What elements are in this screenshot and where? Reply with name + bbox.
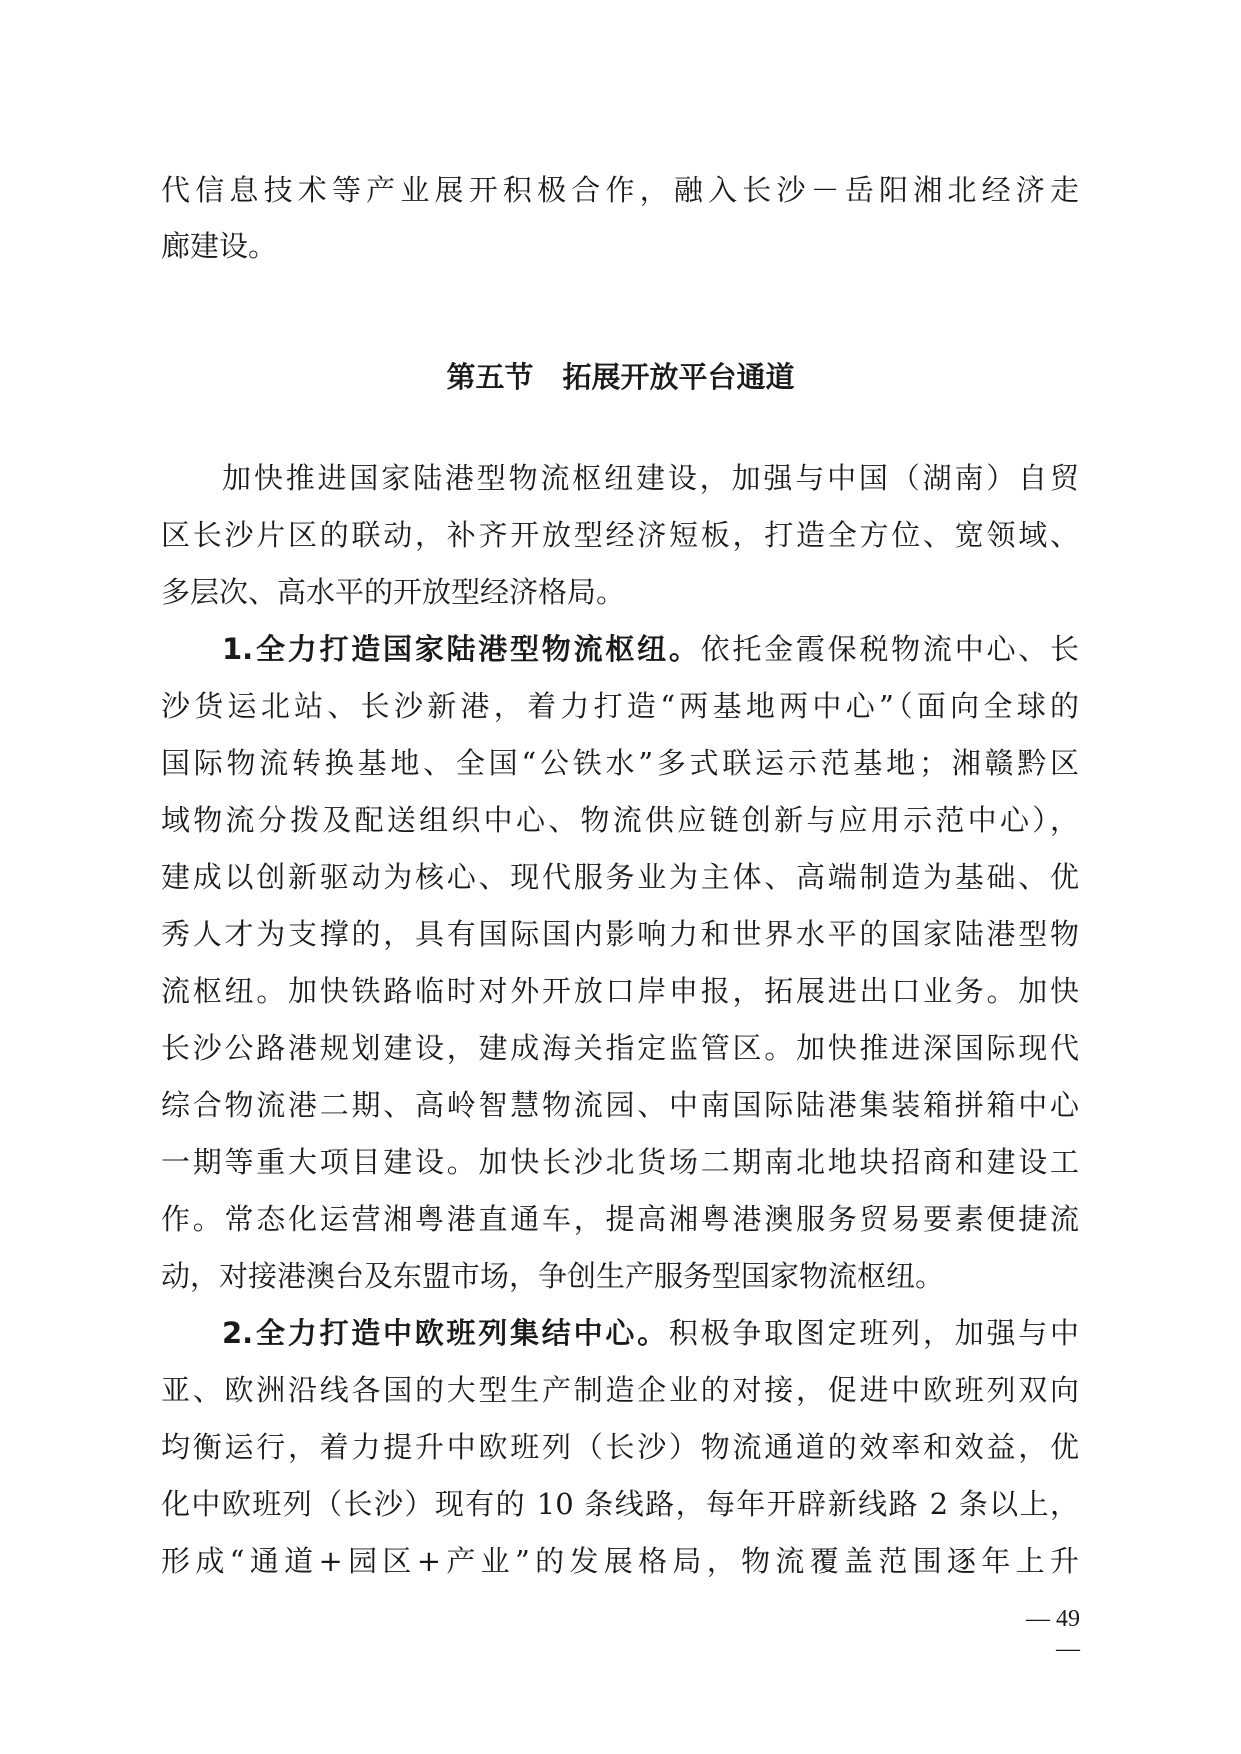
page-number: — 49 — bbox=[1026, 1606, 1080, 1662]
intro-line-3: 多层次、高水平的开放型经济格局。 bbox=[161, 575, 626, 609]
item2-line: 形成“通道+园区+产业”的发展格局，物流覆盖范围逐年上升 bbox=[161, 1544, 1079, 1578]
item1-line: 动，对接港澳台及东盟市场，争创生产服务型国家物流枢纽。 bbox=[161, 1259, 945, 1293]
item1-line: 秀人才为支撑的，具有国际国内影响力和世界水平的国家陆港型物 bbox=[161, 917, 1079, 951]
item1-line: 一期等重大项目建设。加快长沙北货场二期南北地块招商和建设工 bbox=[161, 1145, 1079, 1179]
item2-first-line bbox=[222, 1311, 1079, 1355]
item1-first-line bbox=[222, 627, 1079, 671]
continuation-line-1: 代信息技术等产业展开积极合作，融入长沙－岳阳湘北经济走 bbox=[161, 173, 1079, 207]
item2-line: 均衡运行，着力提升中欧班列（长沙）物流通道的效率和效益，优 bbox=[161, 1430, 1079, 1464]
item1-line: 流枢纽。加快铁路临时对外开放口岸申报，拓展进出口业务。加快 bbox=[161, 974, 1079, 1008]
intro-line-1: 加快推进国家陆港型物流枢纽建设，加强与中国（湖南）自贸 bbox=[222, 461, 1079, 495]
item1-line: 长沙公路港规划建设，建成海关指定监管区。加快推进深国际现代 bbox=[161, 1031, 1079, 1065]
intro-line-2: 区长沙片区的联动，补齐开放型经济短板，打造全方位、宽领域、 bbox=[161, 518, 1079, 552]
item2-first-line-text: 积极争取图定班列，加强与中 bbox=[668, 1316, 1079, 1350]
item2-line: 化中欧班列（长沙）现有的 10 条线路，每年开辟新线路 2 条以上， bbox=[161, 1487, 1079, 1521]
item1-title: 1.全力打造国家陆港型物流枢纽。 bbox=[222, 632, 701, 666]
item1-line: 综合物流港二期、高岭智慧物流园、中南国际陆港集装箱拼箱中心 bbox=[161, 1088, 1079, 1122]
section-heading: 第五节 拓展开放平台通道 bbox=[446, 360, 795, 394]
item2-line: 亚、欧洲沿线各国的大型生产制造企业的对接，促进中欧班列双向 bbox=[161, 1373, 1079, 1407]
item1-line: 沙货运北站、长沙新港，着力打造“两基地两中心”（面向全球的 bbox=[161, 689, 1079, 723]
item1-first-line-text: 依托金霞保税物流中心、长 bbox=[700, 632, 1079, 666]
item1-line: 域物流分拨及配送组织中心、物流供应链创新与应用示范中心）， bbox=[161, 803, 1079, 837]
item2-title: 2.全力打造中欧班列集结中心。 bbox=[222, 1316, 669, 1350]
continuation-line-2: 廊建设。 bbox=[161, 229, 278, 263]
item1-line: 建成以创新驱动为核心、现代服务业为主体、高端制造为基础、优 bbox=[161, 860, 1079, 894]
item1-line: 国际物流转换基地、全国“公铁水”多式联运示范基地；湘赣黔区 bbox=[161, 746, 1079, 780]
item1-line: 作。常态化运营湘粤港直通车，提高湘粤港澳服务贸易要素便捷流 bbox=[161, 1202, 1079, 1236]
